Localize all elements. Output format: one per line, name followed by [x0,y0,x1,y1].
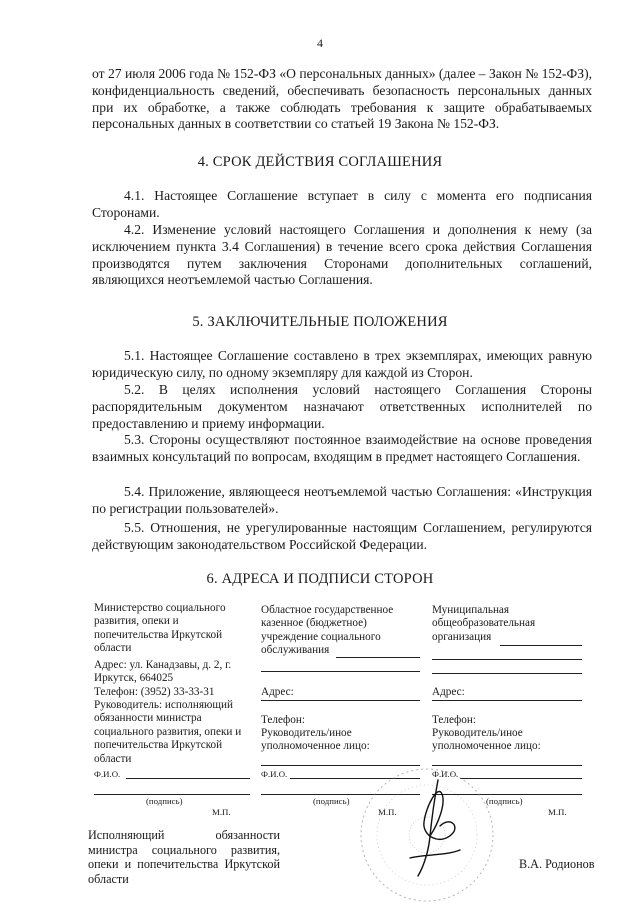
party-3-org-line-1 [500,645,582,646]
handwritten-signature [380,776,500,886]
party-1-fio-line [126,778,250,779]
page-number: 4 [317,36,323,50]
party-1-seal-label: М.П. [212,807,231,817]
party-3-address: Адрес: [432,686,465,698]
section-5-paragraph-1: 5.1. Настоящее Соглашение составлено в трех экземплярах, имеющих равную юридическую силу, по одному экземпляру для каждой из Сторон. [92,348,592,380]
section-4-paragraph-1: 4.1. Настоящее Соглашение вступает в силу с момента его подписания Сторонами. [92,188,592,220]
party-1-head: Руководитель: исполняющий обязанности министра социального развития, опеки и попечительства Иркутской области [94,699,242,765]
section-4-title: 4. СРОК ДЕЙСТВИЯ СОГЛАШЕНИЯ [197,154,443,170]
party-3-fio-label: Ф.И.О. [432,769,459,779]
party-2-phone: Телефон: [261,714,305,726]
party-2-head: Руководитель/иное уполномоченное лицо: [261,727,370,753]
section-5-paragraph-4: 5.4. Приложение, являющееся неотъемлемой частью Соглашения: «Инструкция по регистрации пользователей». [92,484,592,516]
section-4-paragraph-2: 4.2. Изменение условий настоящего Соглашения и дополнения к нему (за исключением пункта 3.4 Соглашения) в течение всего срока действия Соглашения производятся путем заключения Сторонами дополнительных соглашений, являющихся неотъемлемой частью Соглашения. [92,222,592,288]
party-2-seal-label: М.П. [378,807,397,817]
intro-paragraph: от 27 июля 2006 года № 152-ФЗ «О персональных данных» (далее – Закон № 152-ФЗ), конфиденциальность сведений, обеспечивать безопасность персональных данных при их обработке, а также соблюдать требования к защите обрабатываемых персональных данных в соответствии со статьей 19 Закона № 152-ФЗ. [92,66,592,132]
section-5-paragraph-3: 5.3. Стороны осуществляют постоянное взаимодействие на основе проведения взаимных консультаций по вопросам, входящим в предмет настоящего Соглашения. [92,432,592,464]
party-3-org-line-3 [432,673,582,674]
party-2-address-line [261,700,420,701]
party-1-fio-label: Ф.И.О. [94,769,121,779]
party-3-seal-label: М.П. [548,807,567,817]
party-1-signature-line [94,794,250,795]
party-3-signature-label: (подпись) [486,796,523,806]
section-6-title: 6. АДРЕСА И ПОДПИСИ СТОРОН [206,571,434,587]
party-2-org-line-2 [261,671,420,672]
party-1-signature-label: (подпись) [146,796,183,806]
party-3-org-line-2 [432,659,582,660]
section-5-paragraph-2: 5.2. В целях исполнения условий настоящего Соглашения Стороны распорядительным документом назначают ответственных исполнителей по предоставлению и приему информации. [92,382,592,431]
party-3-head: Руководитель/иное уполномоченное лицо: [432,727,541,753]
party-2-org-line-1 [336,657,420,658]
party-2-fio-label: Ф.И.О. [261,769,288,779]
party-2-signature-label: (подпись) [313,796,350,806]
party-2-address: Адрес: [261,686,294,698]
footer-signatory-name: В.А. Родионов [519,857,595,871]
party-3-organization: Муниципальная общеобразовательная организация [432,604,536,643]
party-3-address-line [432,700,582,701]
section-5-paragraph-5: 5.5. Отношения, не урегулированные настоящим Соглашением, регулируются действующим законодательством Российской Федерации. [92,520,592,552]
party-3-phone: Телефон: [432,714,476,726]
footer-signatory-title: Исполняющий обязанности министра социального развития, опеки и попечительства Иркутской области [88,828,280,886]
party-1-phone: Телефон: (3952) 33-33-31 [94,686,215,698]
party-2-organization: Областное государственное казенное (бюджетное) учреждение социального обслуживания [261,604,394,657]
party-1-address: Адрес: ул. Канадзавы, д. 2, г. Иркутск, 664025 [94,659,232,685]
party-1-organization: Министерство социального развития, опеки и попечительства Иркутской области [94,602,226,655]
section-5-title: 5. ЗАКЛЮЧИТЕЛЬНЫЕ ПОЛОЖЕНИЯ [192,314,448,330]
